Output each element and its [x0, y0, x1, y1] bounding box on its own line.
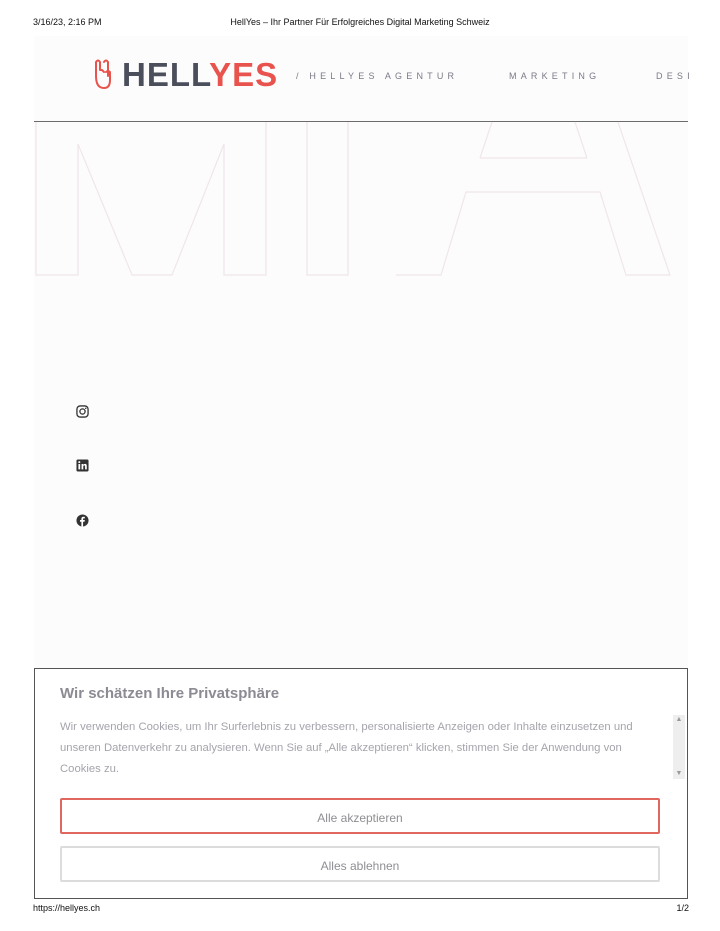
accept-all-button[interactable]: Alle akzeptieren	[60, 798, 660, 834]
nav-item-marketing[interactable]: MARKETING	[509, 71, 601, 81]
nav-item-agentur[interactable]: / HELLYES AGENTUR	[296, 71, 459, 81]
facebook-icon[interactable]	[76, 514, 89, 527]
print-date: 3/16/23, 2:16 PM	[33, 17, 102, 27]
cookie-title: Wir schätzen Ihre Privatsphäre	[60, 685, 280, 702]
logo-text-yes: YES	[209, 56, 279, 93]
reject-all-button[interactable]: Alles ablehnen	[60, 846, 660, 882]
linkedin-icon[interactable]	[76, 459, 89, 472]
cookie-consent-dialog	[34, 668, 688, 899]
brand-logo[interactable]	[92, 58, 278, 92]
nav-item-design[interactable]: DESI	[656, 71, 694, 81]
decorative-background-letters	[34, 122, 688, 282]
cookie-text: Wir verwenden Cookies, um Ihr Surferlebnis zu verbessern, personalisierte Anzeigen oder Inhalte einzusetzen und unseren Datenverkehr zu analysieren. Wenn Sie auf „Alle akzeptieren“ klicken, stimmen Sie der Anwendung von Cookies zu.	[60, 721, 633, 775]
cookie-text-scrollbar[interactable]	[673, 715, 685, 779]
logo-text-hell: HELL	[122, 56, 210, 93]
print-title: HellYes – Ihr Partner Für Erfolgreiches Digital Marketing Schweiz	[230, 17, 490, 27]
print-page-number: 1/2	[676, 903, 689, 913]
scroll-down-arrow-icon[interactable]: ▼	[675, 770, 683, 777]
rock-hand-icon	[92, 58, 116, 92]
instagram-icon[interactable]	[76, 405, 89, 418]
print-url: https://hellyes.ch	[33, 903, 101, 913]
web-page	[34, 36, 694, 898]
scroll-up-arrow-icon[interactable]: ▲	[675, 716, 683, 723]
